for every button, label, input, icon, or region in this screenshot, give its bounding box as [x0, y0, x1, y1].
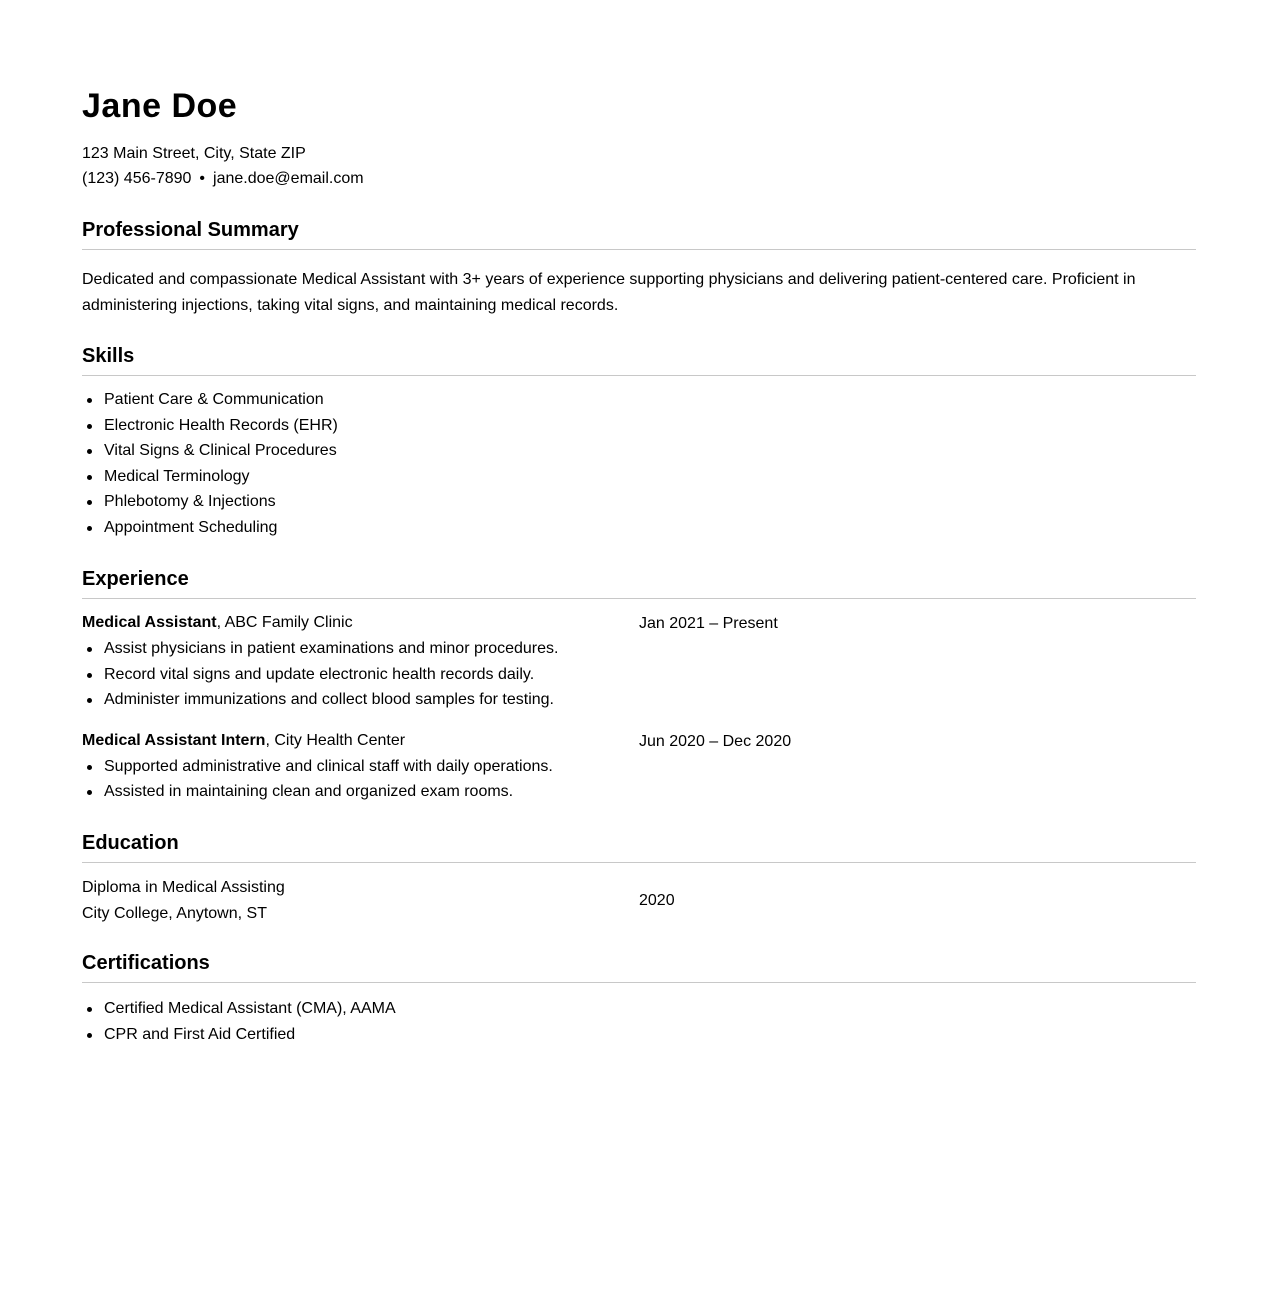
skill-item: Appointment Scheduling — [82, 515, 1196, 541]
job-bullet: Assisted in maintaining clean and organized exam rooms. — [82, 779, 1196, 805]
education-year: 2020 — [639, 892, 675, 909]
skill-item: Medical Terminology — [82, 464, 1196, 490]
separator-bullet: • — [199, 170, 206, 187]
address: 123 Main Street, City, State ZIP — [82, 145, 306, 162]
summary-section — [82, 218, 1196, 319]
school: City College, Anytown, ST — [82, 905, 267, 922]
job-org: , ABC Family Clinic — [216, 614, 353, 631]
section-title-certifications: Certifications — [82, 951, 1196, 983]
job-bullets — [82, 754, 1196, 805]
education-entry — [82, 875, 1196, 927]
certification-item: CPR and First Aid Certified — [82, 1022, 1196, 1048]
job-role: Medical Assistant Intern — [82, 731, 266, 749]
skill-item: Patient Care & Communication — [82, 387, 1196, 413]
section-title-experience: Experience — [82, 567, 1196, 599]
job-bullets — [82, 636, 1196, 713]
job-bullet: Assist physicians in patient examinations and minor procedures. — [82, 636, 1196, 662]
job-entry — [82, 728, 1196, 805]
skill-item: Vital Signs & Clinical Procedures — [82, 438, 1196, 464]
job-role: Medical Assistant — [82, 614, 217, 631]
section-title-education: Education — [82, 831, 1196, 863]
certifications-section — [82, 951, 1196, 1047]
skill-item: Electronic Health Records (EHR) — [82, 413, 1196, 439]
section-title-summary: Professional Summary — [82, 218, 1196, 250]
skills-list — [82, 387, 1196, 540]
job-bullet: Supported administrative and clinical staff with daily operations. — [82, 754, 1196, 780]
phone: (123) 456-7890 — [82, 170, 192, 187]
job-org: , City Health Center — [265, 731, 406, 749]
candidate-name: Jane Doe — [82, 87, 238, 125]
degree: Diploma in Medical Assisting — [82, 879, 285, 896]
job-dates: Jan 2021 – Present — [639, 615, 778, 632]
section-title-skills: Skills — [82, 344, 1196, 376]
certifications-list — [82, 996, 1196, 1047]
contact-line — [82, 166, 364, 191]
job-bullet: Administer immunizations and collect blood samples for testing. — [82, 687, 1196, 713]
experience-section — [82, 567, 1196, 805]
contact-info — [82, 141, 364, 191]
skill-item: Phlebotomy & Injections — [82, 489, 1196, 515]
certification-item: Certified Medical Assistant (CMA), AAMA — [82, 996, 1196, 1022]
job-dates: Jun 2020 – Dec 2020 — [639, 732, 792, 750]
job-bullet: Record vital signs and update electronic health records daily. — [82, 662, 1196, 688]
job-entry — [82, 610, 1196, 713]
education-section — [82, 831, 1196, 927]
email: jane.doe@email.com — [213, 170, 364, 187]
skills-section — [82, 344, 1196, 540]
summary-text: Dedicated and compassionate Medical Assistant with 3+ years of experience supporting physicians and delivering patient-centered care. Proficient in administering injections, taking vital signs, and maintaining medical records. — [82, 271, 1136, 314]
